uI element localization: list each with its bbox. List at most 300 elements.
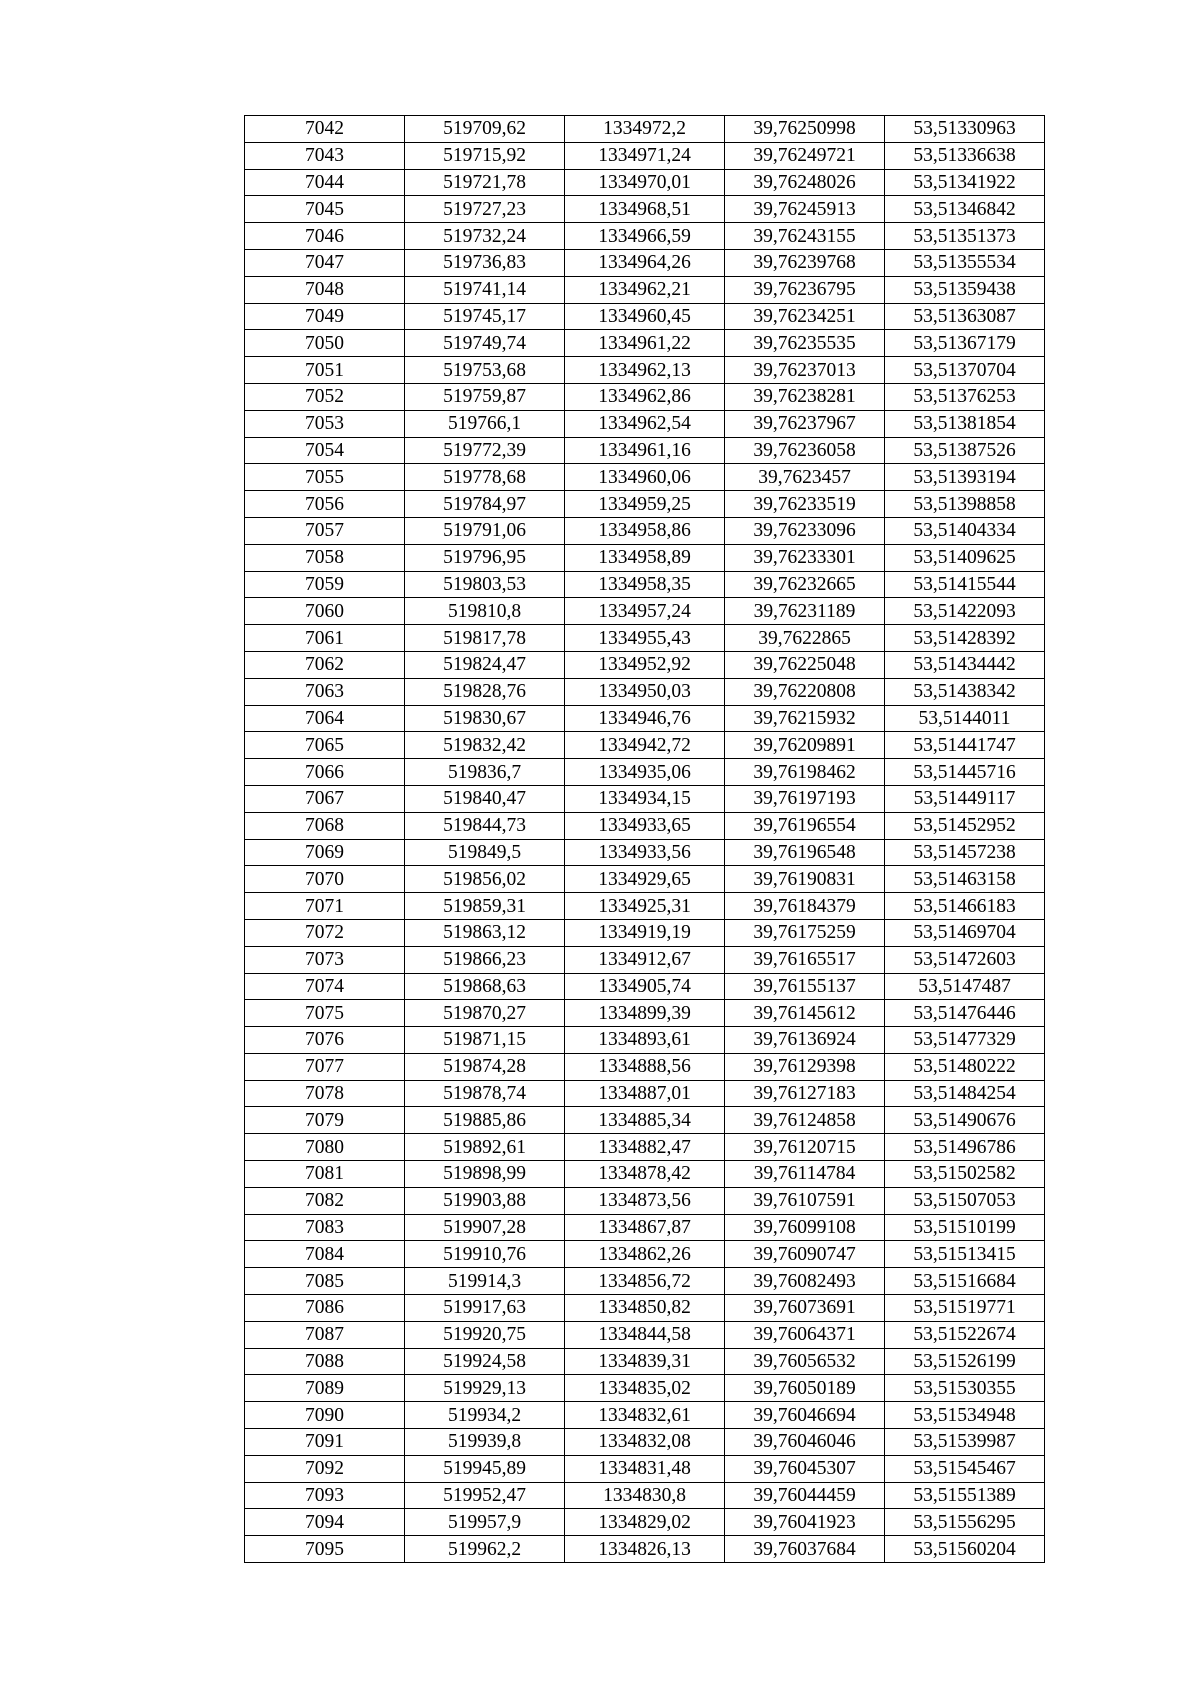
longitude-cell: 53,51376253 bbox=[885, 383, 1045, 410]
point-number-cell: 7076 bbox=[245, 1027, 405, 1054]
latitude-cell: 39,76232665 bbox=[725, 571, 885, 598]
latitude-cell: 39,76233096 bbox=[725, 517, 885, 544]
table-row bbox=[245, 517, 1045, 544]
latitude-cell: 39,76236058 bbox=[725, 437, 885, 464]
y-coordinate-cell: 1334933,56 bbox=[565, 839, 725, 866]
point-number-cell: 7052 bbox=[245, 383, 405, 410]
coordinates-table-body bbox=[245, 116, 1045, 1563]
point-number-cell: 7089 bbox=[245, 1375, 405, 1402]
x-coordinate-cell: 519907,28 bbox=[405, 1214, 565, 1241]
latitude-cell: 39,76099108 bbox=[725, 1214, 885, 1241]
x-coordinate-cell: 519803,53 bbox=[405, 571, 565, 598]
latitude-cell: 39,76197193 bbox=[725, 785, 885, 812]
point-number-cell: 7086 bbox=[245, 1295, 405, 1322]
table-row bbox=[245, 142, 1045, 169]
x-coordinate-cell: 519715,92 bbox=[405, 142, 565, 169]
table-row bbox=[245, 919, 1045, 946]
latitude-cell: 39,76037684 bbox=[725, 1536, 885, 1563]
y-coordinate-cell: 1334960,06 bbox=[565, 464, 725, 491]
latitude-cell: 39,76184379 bbox=[725, 893, 885, 920]
table-row bbox=[245, 1402, 1045, 1429]
latitude-cell: 39,76107591 bbox=[725, 1187, 885, 1214]
y-coordinate-cell: 1334844,58 bbox=[565, 1321, 725, 1348]
point-number-cell: 7071 bbox=[245, 893, 405, 920]
x-coordinate-cell: 519945,89 bbox=[405, 1455, 565, 1482]
latitude-cell: 39,76145612 bbox=[725, 1000, 885, 1027]
y-coordinate-cell: 1334831,48 bbox=[565, 1455, 725, 1482]
longitude-cell: 53,51367179 bbox=[885, 330, 1045, 357]
y-coordinate-cell: 1334961,22 bbox=[565, 330, 725, 357]
point-number-cell: 7047 bbox=[245, 249, 405, 276]
point-number-cell: 7083 bbox=[245, 1214, 405, 1241]
point-number-cell: 7064 bbox=[245, 705, 405, 732]
point-number-cell: 7060 bbox=[245, 598, 405, 625]
x-coordinate-cell: 519810,8 bbox=[405, 598, 565, 625]
longitude-cell: 53,51490676 bbox=[885, 1107, 1045, 1134]
longitude-cell: 53,51496786 bbox=[885, 1134, 1045, 1161]
table-row bbox=[245, 357, 1045, 384]
longitude-cell: 53,51415544 bbox=[885, 571, 1045, 598]
longitude-cell: 53,51438342 bbox=[885, 678, 1045, 705]
x-coordinate-cell: 519870,27 bbox=[405, 1000, 565, 1027]
x-coordinate-cell: 519832,42 bbox=[405, 732, 565, 759]
table-row bbox=[245, 1241, 1045, 1268]
point-number-cell: 7063 bbox=[245, 678, 405, 705]
x-coordinate-cell: 519830,67 bbox=[405, 705, 565, 732]
y-coordinate-cell: 1334962,86 bbox=[565, 383, 725, 410]
longitude-cell: 53,51434442 bbox=[885, 651, 1045, 678]
y-coordinate-cell: 1334912,67 bbox=[565, 946, 725, 973]
point-number-cell: 7068 bbox=[245, 812, 405, 839]
longitude-cell: 53,51330963 bbox=[885, 116, 1045, 143]
longitude-cell: 53,51530355 bbox=[885, 1375, 1045, 1402]
x-coordinate-cell: 519753,68 bbox=[405, 357, 565, 384]
latitude-cell: 39,76050189 bbox=[725, 1375, 885, 1402]
longitude-cell: 53,51477329 bbox=[885, 1027, 1045, 1054]
latitude-cell: 39,76175259 bbox=[725, 919, 885, 946]
point-number-cell: 7056 bbox=[245, 491, 405, 518]
point-number-cell: 7095 bbox=[245, 1536, 405, 1563]
x-coordinate-cell: 519817,78 bbox=[405, 625, 565, 652]
table-row bbox=[245, 1134, 1045, 1161]
longitude-cell: 53,51359438 bbox=[885, 276, 1045, 303]
latitude-cell: 39,76239768 bbox=[725, 249, 885, 276]
x-coordinate-cell: 519934,2 bbox=[405, 1402, 565, 1429]
table-row bbox=[245, 705, 1045, 732]
longitude-cell: 53,51336638 bbox=[885, 142, 1045, 169]
x-coordinate-cell: 519727,23 bbox=[405, 196, 565, 223]
y-coordinate-cell: 1334952,92 bbox=[565, 651, 725, 678]
table-row bbox=[245, 651, 1045, 678]
table-row bbox=[245, 276, 1045, 303]
y-coordinate-cell: 1334962,21 bbox=[565, 276, 725, 303]
x-coordinate-cell: 519709,62 bbox=[405, 116, 565, 143]
latitude-cell: 39,76196548 bbox=[725, 839, 885, 866]
longitude-cell: 53,51428392 bbox=[885, 625, 1045, 652]
point-number-cell: 7087 bbox=[245, 1321, 405, 1348]
table-row bbox=[245, 383, 1045, 410]
x-coordinate-cell: 519874,28 bbox=[405, 1053, 565, 1080]
x-coordinate-cell: 519939,8 bbox=[405, 1429, 565, 1456]
table-row bbox=[245, 678, 1045, 705]
point-number-cell: 7046 bbox=[245, 223, 405, 250]
x-coordinate-cell: 519892,61 bbox=[405, 1134, 565, 1161]
x-coordinate-cell: 519844,73 bbox=[405, 812, 565, 839]
latitude-cell: 39,76196554 bbox=[725, 812, 885, 839]
point-number-cell: 7084 bbox=[245, 1241, 405, 1268]
latitude-cell: 39,76235535 bbox=[725, 330, 885, 357]
longitude-cell: 53,51513415 bbox=[885, 1241, 1045, 1268]
longitude-cell: 53,51370704 bbox=[885, 357, 1045, 384]
point-number-cell: 7044 bbox=[245, 169, 405, 196]
latitude-cell: 39,76082493 bbox=[725, 1268, 885, 1295]
longitude-cell: 53,51469704 bbox=[885, 919, 1045, 946]
longitude-cell: 53,51445716 bbox=[885, 759, 1045, 786]
x-coordinate-cell: 519903,88 bbox=[405, 1187, 565, 1214]
latitude-cell: 39,76114784 bbox=[725, 1161, 885, 1188]
table-row bbox=[245, 1107, 1045, 1134]
longitude-cell: 53,51507053 bbox=[885, 1187, 1045, 1214]
longitude-cell: 53,51551389 bbox=[885, 1482, 1045, 1509]
coordinates-table bbox=[244, 115, 1045, 1563]
longitude-cell: 53,51510199 bbox=[885, 1214, 1045, 1241]
latitude-cell: 39,76090747 bbox=[725, 1241, 885, 1268]
point-number-cell: 7070 bbox=[245, 866, 405, 893]
longitude-cell: 53,51556295 bbox=[885, 1509, 1045, 1536]
longitude-cell: 53,51522674 bbox=[885, 1321, 1045, 1348]
y-coordinate-cell: 1334958,86 bbox=[565, 517, 725, 544]
point-number-cell: 7069 bbox=[245, 839, 405, 866]
longitude-cell: 53,51422093 bbox=[885, 598, 1045, 625]
longitude-cell: 53,51519771 bbox=[885, 1295, 1045, 1322]
longitude-cell: 53,51355534 bbox=[885, 249, 1045, 276]
y-coordinate-cell: 1334919,19 bbox=[565, 919, 725, 946]
longitude-cell: 53,51381854 bbox=[885, 410, 1045, 437]
point-number-cell: 7091 bbox=[245, 1429, 405, 1456]
point-number-cell: 7080 bbox=[245, 1134, 405, 1161]
table-row bbox=[245, 1053, 1045, 1080]
longitude-cell: 53,51409625 bbox=[885, 544, 1045, 571]
latitude-cell: 39,76073691 bbox=[725, 1295, 885, 1322]
point-number-cell: 7078 bbox=[245, 1080, 405, 1107]
longitude-cell: 53,51526199 bbox=[885, 1348, 1045, 1375]
latitude-cell: 39,76237967 bbox=[725, 410, 885, 437]
table-row bbox=[245, 1080, 1045, 1107]
y-coordinate-cell: 1334856,72 bbox=[565, 1268, 725, 1295]
longitude-cell: 53,51560204 bbox=[885, 1536, 1045, 1563]
table-row bbox=[245, 973, 1045, 1000]
longitude-cell: 53,51484254 bbox=[885, 1080, 1045, 1107]
point-number-cell: 7043 bbox=[245, 142, 405, 169]
longitude-cell: 53,51534948 bbox=[885, 1402, 1045, 1429]
point-number-cell: 7057 bbox=[245, 517, 405, 544]
point-number-cell: 7054 bbox=[245, 437, 405, 464]
longitude-cell: 53,51452952 bbox=[885, 812, 1045, 839]
x-coordinate-cell: 519863,12 bbox=[405, 919, 565, 946]
table-row bbox=[245, 1348, 1045, 1375]
point-number-cell: 7042 bbox=[245, 116, 405, 143]
longitude-cell: 53,51472603 bbox=[885, 946, 1045, 973]
x-coordinate-cell: 519828,76 bbox=[405, 678, 565, 705]
point-number-cell: 7055 bbox=[245, 464, 405, 491]
point-number-cell: 7082 bbox=[245, 1187, 405, 1214]
latitude-cell: 39,76209891 bbox=[725, 732, 885, 759]
latitude-cell: 39,76155137 bbox=[725, 973, 885, 1000]
table-row bbox=[245, 1268, 1045, 1295]
latitude-cell: 39,76234251 bbox=[725, 303, 885, 330]
table-row bbox=[245, 1027, 1045, 1054]
y-coordinate-cell: 1334826,13 bbox=[565, 1536, 725, 1563]
latitude-cell: 39,76236795 bbox=[725, 276, 885, 303]
y-coordinate-cell: 1334964,26 bbox=[565, 249, 725, 276]
point-number-cell: 7051 bbox=[245, 357, 405, 384]
table-row bbox=[245, 1214, 1045, 1241]
point-number-cell: 7085 bbox=[245, 1268, 405, 1295]
table-row bbox=[245, 866, 1045, 893]
latitude-cell: 39,76249721 bbox=[725, 142, 885, 169]
table-row bbox=[245, 1429, 1045, 1456]
point-number-cell: 7072 bbox=[245, 919, 405, 946]
y-coordinate-cell: 1334961,16 bbox=[565, 437, 725, 464]
latitude-cell: 39,76056532 bbox=[725, 1348, 885, 1375]
x-coordinate-cell: 519914,3 bbox=[405, 1268, 565, 1295]
latitude-cell: 39,76243155 bbox=[725, 223, 885, 250]
y-coordinate-cell: 1334946,76 bbox=[565, 705, 725, 732]
longitude-cell: 53,51387526 bbox=[885, 437, 1045, 464]
latitude-cell: 39,76124858 bbox=[725, 1107, 885, 1134]
table-row bbox=[245, 1455, 1045, 1482]
table-row bbox=[245, 732, 1045, 759]
y-coordinate-cell: 1334832,08 bbox=[565, 1429, 725, 1456]
x-coordinate-cell: 519920,75 bbox=[405, 1321, 565, 1348]
point-number-cell: 7081 bbox=[245, 1161, 405, 1188]
x-coordinate-cell: 519836,7 bbox=[405, 759, 565, 786]
longitude-cell: 53,51351373 bbox=[885, 223, 1045, 250]
point-number-cell: 7090 bbox=[245, 1402, 405, 1429]
latitude-cell: 39,76136924 bbox=[725, 1027, 885, 1054]
y-coordinate-cell: 1334959,25 bbox=[565, 491, 725, 518]
table-row bbox=[245, 196, 1045, 223]
latitude-cell: 39,76129398 bbox=[725, 1053, 885, 1080]
longitude-cell: 53,51502582 bbox=[885, 1161, 1045, 1188]
point-number-cell: 7048 bbox=[245, 276, 405, 303]
latitude-cell: 39,76198462 bbox=[725, 759, 885, 786]
x-coordinate-cell: 519791,06 bbox=[405, 517, 565, 544]
y-coordinate-cell: 1334955,43 bbox=[565, 625, 725, 652]
x-coordinate-cell: 519866,23 bbox=[405, 946, 565, 973]
y-coordinate-cell: 1334850,82 bbox=[565, 1295, 725, 1322]
table-row bbox=[245, 759, 1045, 786]
longitude-cell: 53,51480222 bbox=[885, 1053, 1045, 1080]
latitude-cell: 39,76046046 bbox=[725, 1429, 885, 1456]
latitude-cell: 39,76045307 bbox=[725, 1455, 885, 1482]
x-coordinate-cell: 519957,9 bbox=[405, 1509, 565, 1536]
latitude-cell: 39,76220808 bbox=[725, 678, 885, 705]
y-coordinate-cell: 1334970,01 bbox=[565, 169, 725, 196]
y-coordinate-cell: 1334888,56 bbox=[565, 1053, 725, 1080]
x-coordinate-cell: 519766,1 bbox=[405, 410, 565, 437]
longitude-cell: 53,51346842 bbox=[885, 196, 1045, 223]
x-coordinate-cell: 519952,47 bbox=[405, 1482, 565, 1509]
latitude-cell: 39,76064371 bbox=[725, 1321, 885, 1348]
x-coordinate-cell: 519929,13 bbox=[405, 1375, 565, 1402]
point-number-cell: 7045 bbox=[245, 196, 405, 223]
table-row bbox=[245, 1482, 1045, 1509]
table-row bbox=[245, 544, 1045, 571]
table-row bbox=[245, 330, 1045, 357]
x-coordinate-cell: 519778,68 bbox=[405, 464, 565, 491]
y-coordinate-cell: 1334862,26 bbox=[565, 1241, 725, 1268]
y-coordinate-cell: 1334873,56 bbox=[565, 1187, 725, 1214]
y-coordinate-cell: 1334942,72 bbox=[565, 732, 725, 759]
y-coordinate-cell: 1334972,2 bbox=[565, 116, 725, 143]
latitude-cell: 39,76046694 bbox=[725, 1402, 885, 1429]
x-coordinate-cell: 519784,97 bbox=[405, 491, 565, 518]
x-coordinate-cell: 519840,47 bbox=[405, 785, 565, 812]
longitude-cell: 53,51341922 bbox=[885, 169, 1045, 196]
y-coordinate-cell: 1334867,87 bbox=[565, 1214, 725, 1241]
point-number-cell: 7092 bbox=[245, 1455, 405, 1482]
y-coordinate-cell: 1334830,8 bbox=[565, 1482, 725, 1509]
x-coordinate-cell: 519796,95 bbox=[405, 544, 565, 571]
latitude-cell: 39,7622865 bbox=[725, 625, 885, 652]
latitude-cell: 39,76215932 bbox=[725, 705, 885, 732]
table-row bbox=[245, 116, 1045, 143]
point-number-cell: 7065 bbox=[245, 732, 405, 759]
x-coordinate-cell: 519759,87 bbox=[405, 383, 565, 410]
table-row bbox=[245, 946, 1045, 973]
point-number-cell: 7093 bbox=[245, 1482, 405, 1509]
point-number-cell: 7088 bbox=[245, 1348, 405, 1375]
longitude-cell: 53,51466183 bbox=[885, 893, 1045, 920]
latitude-cell: 39,76127183 bbox=[725, 1080, 885, 1107]
latitude-cell: 39,7623457 bbox=[725, 464, 885, 491]
point-number-cell: 7073 bbox=[245, 946, 405, 973]
table-row bbox=[245, 1161, 1045, 1188]
longitude-cell: 53,51539987 bbox=[885, 1429, 1045, 1456]
y-coordinate-cell: 1334878,42 bbox=[565, 1161, 725, 1188]
point-number-cell: 7074 bbox=[245, 973, 405, 1000]
longitude-cell: 53,51363087 bbox=[885, 303, 1045, 330]
table-row bbox=[245, 1187, 1045, 1214]
point-number-cell: 7077 bbox=[245, 1053, 405, 1080]
y-coordinate-cell: 1334958,35 bbox=[565, 571, 725, 598]
table-row bbox=[245, 571, 1045, 598]
longitude-cell: 53,51457238 bbox=[885, 839, 1045, 866]
latitude-cell: 39,76237013 bbox=[725, 357, 885, 384]
x-coordinate-cell: 519856,02 bbox=[405, 866, 565, 893]
y-coordinate-cell: 1334935,06 bbox=[565, 759, 725, 786]
x-coordinate-cell: 519878,74 bbox=[405, 1080, 565, 1107]
x-coordinate-cell: 519859,31 bbox=[405, 893, 565, 920]
latitude-cell: 39,76233301 bbox=[725, 544, 885, 571]
table-row bbox=[245, 1375, 1045, 1402]
latitude-cell: 39,76248026 bbox=[725, 169, 885, 196]
point-number-cell: 7050 bbox=[245, 330, 405, 357]
longitude-cell: 53,5144011 bbox=[885, 705, 1045, 732]
x-coordinate-cell: 519749,74 bbox=[405, 330, 565, 357]
x-coordinate-cell: 519868,63 bbox=[405, 973, 565, 1000]
x-coordinate-cell: 519849,5 bbox=[405, 839, 565, 866]
y-coordinate-cell: 1334839,31 bbox=[565, 1348, 725, 1375]
x-coordinate-cell: 519898,99 bbox=[405, 1161, 565, 1188]
table-row bbox=[245, 410, 1045, 437]
latitude-cell: 39,76231189 bbox=[725, 598, 885, 625]
longitude-cell: 53,5147487 bbox=[885, 973, 1045, 1000]
table-row bbox=[245, 303, 1045, 330]
longitude-cell: 53,51545467 bbox=[885, 1455, 1045, 1482]
y-coordinate-cell: 1334925,31 bbox=[565, 893, 725, 920]
y-coordinate-cell: 1334835,02 bbox=[565, 1375, 725, 1402]
table-row bbox=[245, 625, 1045, 652]
x-coordinate-cell: 519824,47 bbox=[405, 651, 565, 678]
y-coordinate-cell: 1334905,74 bbox=[565, 973, 725, 1000]
table-row bbox=[245, 598, 1045, 625]
y-coordinate-cell: 1334929,65 bbox=[565, 866, 725, 893]
longitude-cell: 53,51516684 bbox=[885, 1268, 1045, 1295]
longitude-cell: 53,51441747 bbox=[885, 732, 1045, 759]
latitude-cell: 39,76238281 bbox=[725, 383, 885, 410]
y-coordinate-cell: 1334971,24 bbox=[565, 142, 725, 169]
table-row bbox=[245, 437, 1045, 464]
table-row bbox=[245, 1000, 1045, 1027]
table-row bbox=[245, 893, 1045, 920]
y-coordinate-cell: 1334887,01 bbox=[565, 1080, 725, 1107]
latitude-cell: 39,76233519 bbox=[725, 491, 885, 518]
y-coordinate-cell: 1334899,39 bbox=[565, 1000, 725, 1027]
point-number-cell: 7061 bbox=[245, 625, 405, 652]
table-row bbox=[245, 1536, 1045, 1563]
longitude-cell: 53,51476446 bbox=[885, 1000, 1045, 1027]
longitude-cell: 53,51463158 bbox=[885, 866, 1045, 893]
latitude-cell: 39,76120715 bbox=[725, 1134, 885, 1161]
table-row bbox=[245, 249, 1045, 276]
point-number-cell: 7067 bbox=[245, 785, 405, 812]
point-number-cell: 7053 bbox=[245, 410, 405, 437]
table-row bbox=[245, 169, 1045, 196]
y-coordinate-cell: 1334829,02 bbox=[565, 1509, 725, 1536]
y-coordinate-cell: 1334958,89 bbox=[565, 544, 725, 571]
point-number-cell: 7059 bbox=[245, 571, 405, 598]
y-coordinate-cell: 1334962,13 bbox=[565, 357, 725, 384]
table-row bbox=[245, 785, 1045, 812]
x-coordinate-cell: 519772,39 bbox=[405, 437, 565, 464]
y-coordinate-cell: 1334957,24 bbox=[565, 598, 725, 625]
x-coordinate-cell: 519962,2 bbox=[405, 1536, 565, 1563]
latitude-cell: 39,76165517 bbox=[725, 946, 885, 973]
y-coordinate-cell: 1334966,59 bbox=[565, 223, 725, 250]
y-coordinate-cell: 1334960,45 bbox=[565, 303, 725, 330]
table-row bbox=[245, 1295, 1045, 1322]
table-row bbox=[245, 1509, 1045, 1536]
longitude-cell: 53,51393194 bbox=[885, 464, 1045, 491]
x-coordinate-cell: 519917,63 bbox=[405, 1295, 565, 1322]
table-row bbox=[245, 464, 1045, 491]
latitude-cell: 39,76245913 bbox=[725, 196, 885, 223]
x-coordinate-cell: 519910,76 bbox=[405, 1241, 565, 1268]
y-coordinate-cell: 1334893,61 bbox=[565, 1027, 725, 1054]
latitude-cell: 39,76225048 bbox=[725, 651, 885, 678]
y-coordinate-cell: 1334950,03 bbox=[565, 678, 725, 705]
point-number-cell: 7062 bbox=[245, 651, 405, 678]
x-coordinate-cell: 519745,17 bbox=[405, 303, 565, 330]
y-coordinate-cell: 1334882,47 bbox=[565, 1134, 725, 1161]
longitude-cell: 53,51398858 bbox=[885, 491, 1045, 518]
y-coordinate-cell: 1334968,51 bbox=[565, 196, 725, 223]
latitude-cell: 39,76190831 bbox=[725, 866, 885, 893]
x-coordinate-cell: 519741,14 bbox=[405, 276, 565, 303]
table-row bbox=[245, 491, 1045, 518]
